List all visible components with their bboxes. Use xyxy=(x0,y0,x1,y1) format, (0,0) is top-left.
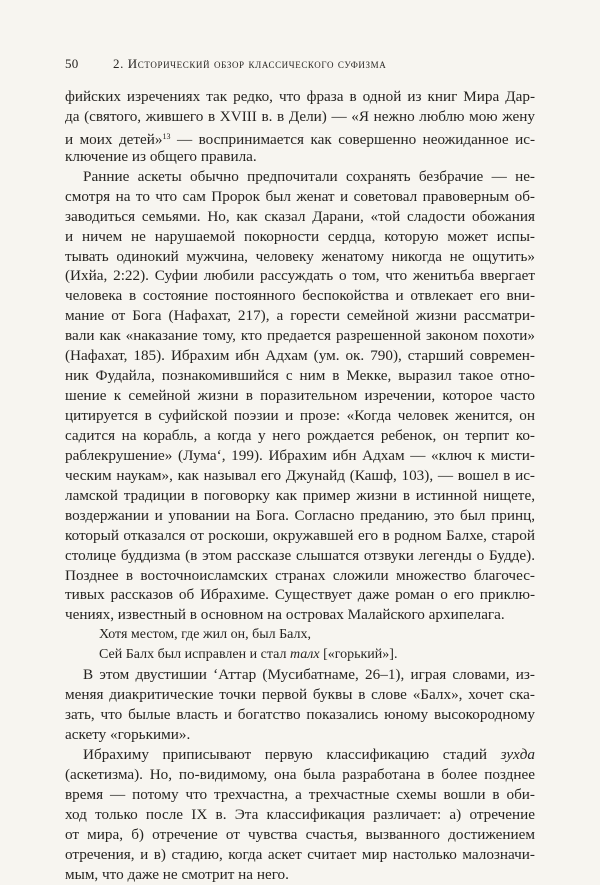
text-line: садится на корабль, а когда у него рождается ребенок, он терпит ко- xyxy=(65,426,535,444)
page-header xyxy=(65,56,535,72)
text-line: воздержании и уповании на Бога. Согласно преданию, это был принц, xyxy=(65,506,535,524)
text-line: и моих детей»$^{13}$ — воспринимается как совершенно неожиданное ис- xyxy=(65,130,536,148)
text-line: мым, что даже не смотрит на него. xyxy=(65,865,289,883)
text-line: мание от Бога (Нафахат, 217), а горести семейной жизни рассматри- xyxy=(65,307,535,325)
text-line: В этом двустишии ‘Аттар (Мусибатнаме, 26–1), играя словами, из- xyxy=(83,666,535,684)
text-line: заводиться семьями. Но, как сказал Дарани, «той сладости обожания xyxy=(65,207,535,225)
text-line: (Нафахат, 185). Ибрахим ибн Адхам (ум. ок. 790), старший современ- xyxy=(65,347,535,365)
text-line: да (святого, жившего в XVIII в. в Дели) — «Я нежно люблю мою жену xyxy=(65,107,535,125)
text-line: ламской традиции в поговорку как пример жизни в истинной нищете, xyxy=(65,486,535,504)
text-line: время — потому что трехчастна, а трехчастные схемы вошли в оби- xyxy=(65,785,535,803)
text-line: столице буддизма (в этом рассказе слышатся отзвуки легенды о Будде). xyxy=(65,546,535,564)
text-line: ход только после IX в. Эта классификация различает: а) отречение xyxy=(65,805,535,823)
text-line: Ранние аскеты обычно предпочитали сохранять безбрачие — не- xyxy=(83,167,535,185)
verse-line: Сей Балх был исправлен и стал талх [«горький»]. xyxy=(99,647,398,663)
text-line: ключение из общего правила. xyxy=(65,147,257,165)
text-line: ник Фудайла, познакомившийся с ним в Мекке, выразил такое отно- xyxy=(65,367,535,385)
text-line: который отказался от роскоши, окружавшей его в родном Балхе, старой xyxy=(65,526,535,544)
text-line: зать, что былые власть и богатство показались юному высокородному xyxy=(65,706,535,724)
text-line: Позднее в восточноисламских странах сложили множество благочес- xyxy=(65,566,535,584)
running-title: 2. Исторический обзор классического суфизма xyxy=(113,56,387,71)
text-line: шение к семейной жизни в поразительном изречении, которое часто xyxy=(65,387,535,405)
text-line: аскету «горькими». xyxy=(65,726,191,743)
text-line: тывать одинокий мужчина, человеку женатому никогда не ощутить» xyxy=(65,247,535,265)
page-number: 50 xyxy=(65,56,79,71)
body-text xyxy=(65,87,535,885)
text-line: цитируется в суфийской поэзии и прозе: «Когда человек женится, он xyxy=(65,407,535,424)
verse-line: Хотя местом, где жил он, был Балх, xyxy=(99,627,311,643)
text-line: от мира, б) отречение от чувства счастья, вызванного достижением xyxy=(65,825,535,843)
text-line: меняя диакритические точки первой буквы в слове «Балх», хочет ска- xyxy=(65,686,535,704)
text-line: чениях, известный в основном на островах Малайского архипелага. xyxy=(65,606,505,624)
verse-quote xyxy=(65,625,535,665)
text-line: (аскетизма). Но, по-видимому, она была разработана в более позднее xyxy=(65,765,535,783)
text-line: раблекрушение» (Лума‘, 199). Ибрахим ибн Адхам — «ключ к мисти- xyxy=(65,446,535,464)
text-line: и ничем не нарушаемой покорности сердца, которую может испы- xyxy=(65,227,535,245)
text-line: тивых рассказов об Ибрахиме. Существует даже роман о его приклю- xyxy=(65,586,535,604)
text-line: вали как «наказание тому, кто предается разрешенной законом похоти» xyxy=(65,327,535,345)
text-line: человека в состояние постоянного беспокойства и отвлекает его вни- xyxy=(65,287,535,305)
text-line: (Ихйа, 2:22). Суфии любили рассуждать о том, что женитьба ввергает xyxy=(65,267,535,285)
text-line: ческим наукам», как называл его Джунайд (Кашф, 103), — вошел в ис- xyxy=(65,466,535,484)
text-line: отречения, и в) стадию, когда аскет считает мир настолько малозначи- xyxy=(65,845,535,863)
text-line: смотря на то что сам Пророк был женат и советовал правоверным об- xyxy=(65,187,535,205)
text-line: Ибрахиму приписывают первую классификацию стадий зухда xyxy=(83,745,535,763)
text-line: фийских изречениях так редко, что фраза в одной из книг Мира Дар- xyxy=(65,88,535,105)
